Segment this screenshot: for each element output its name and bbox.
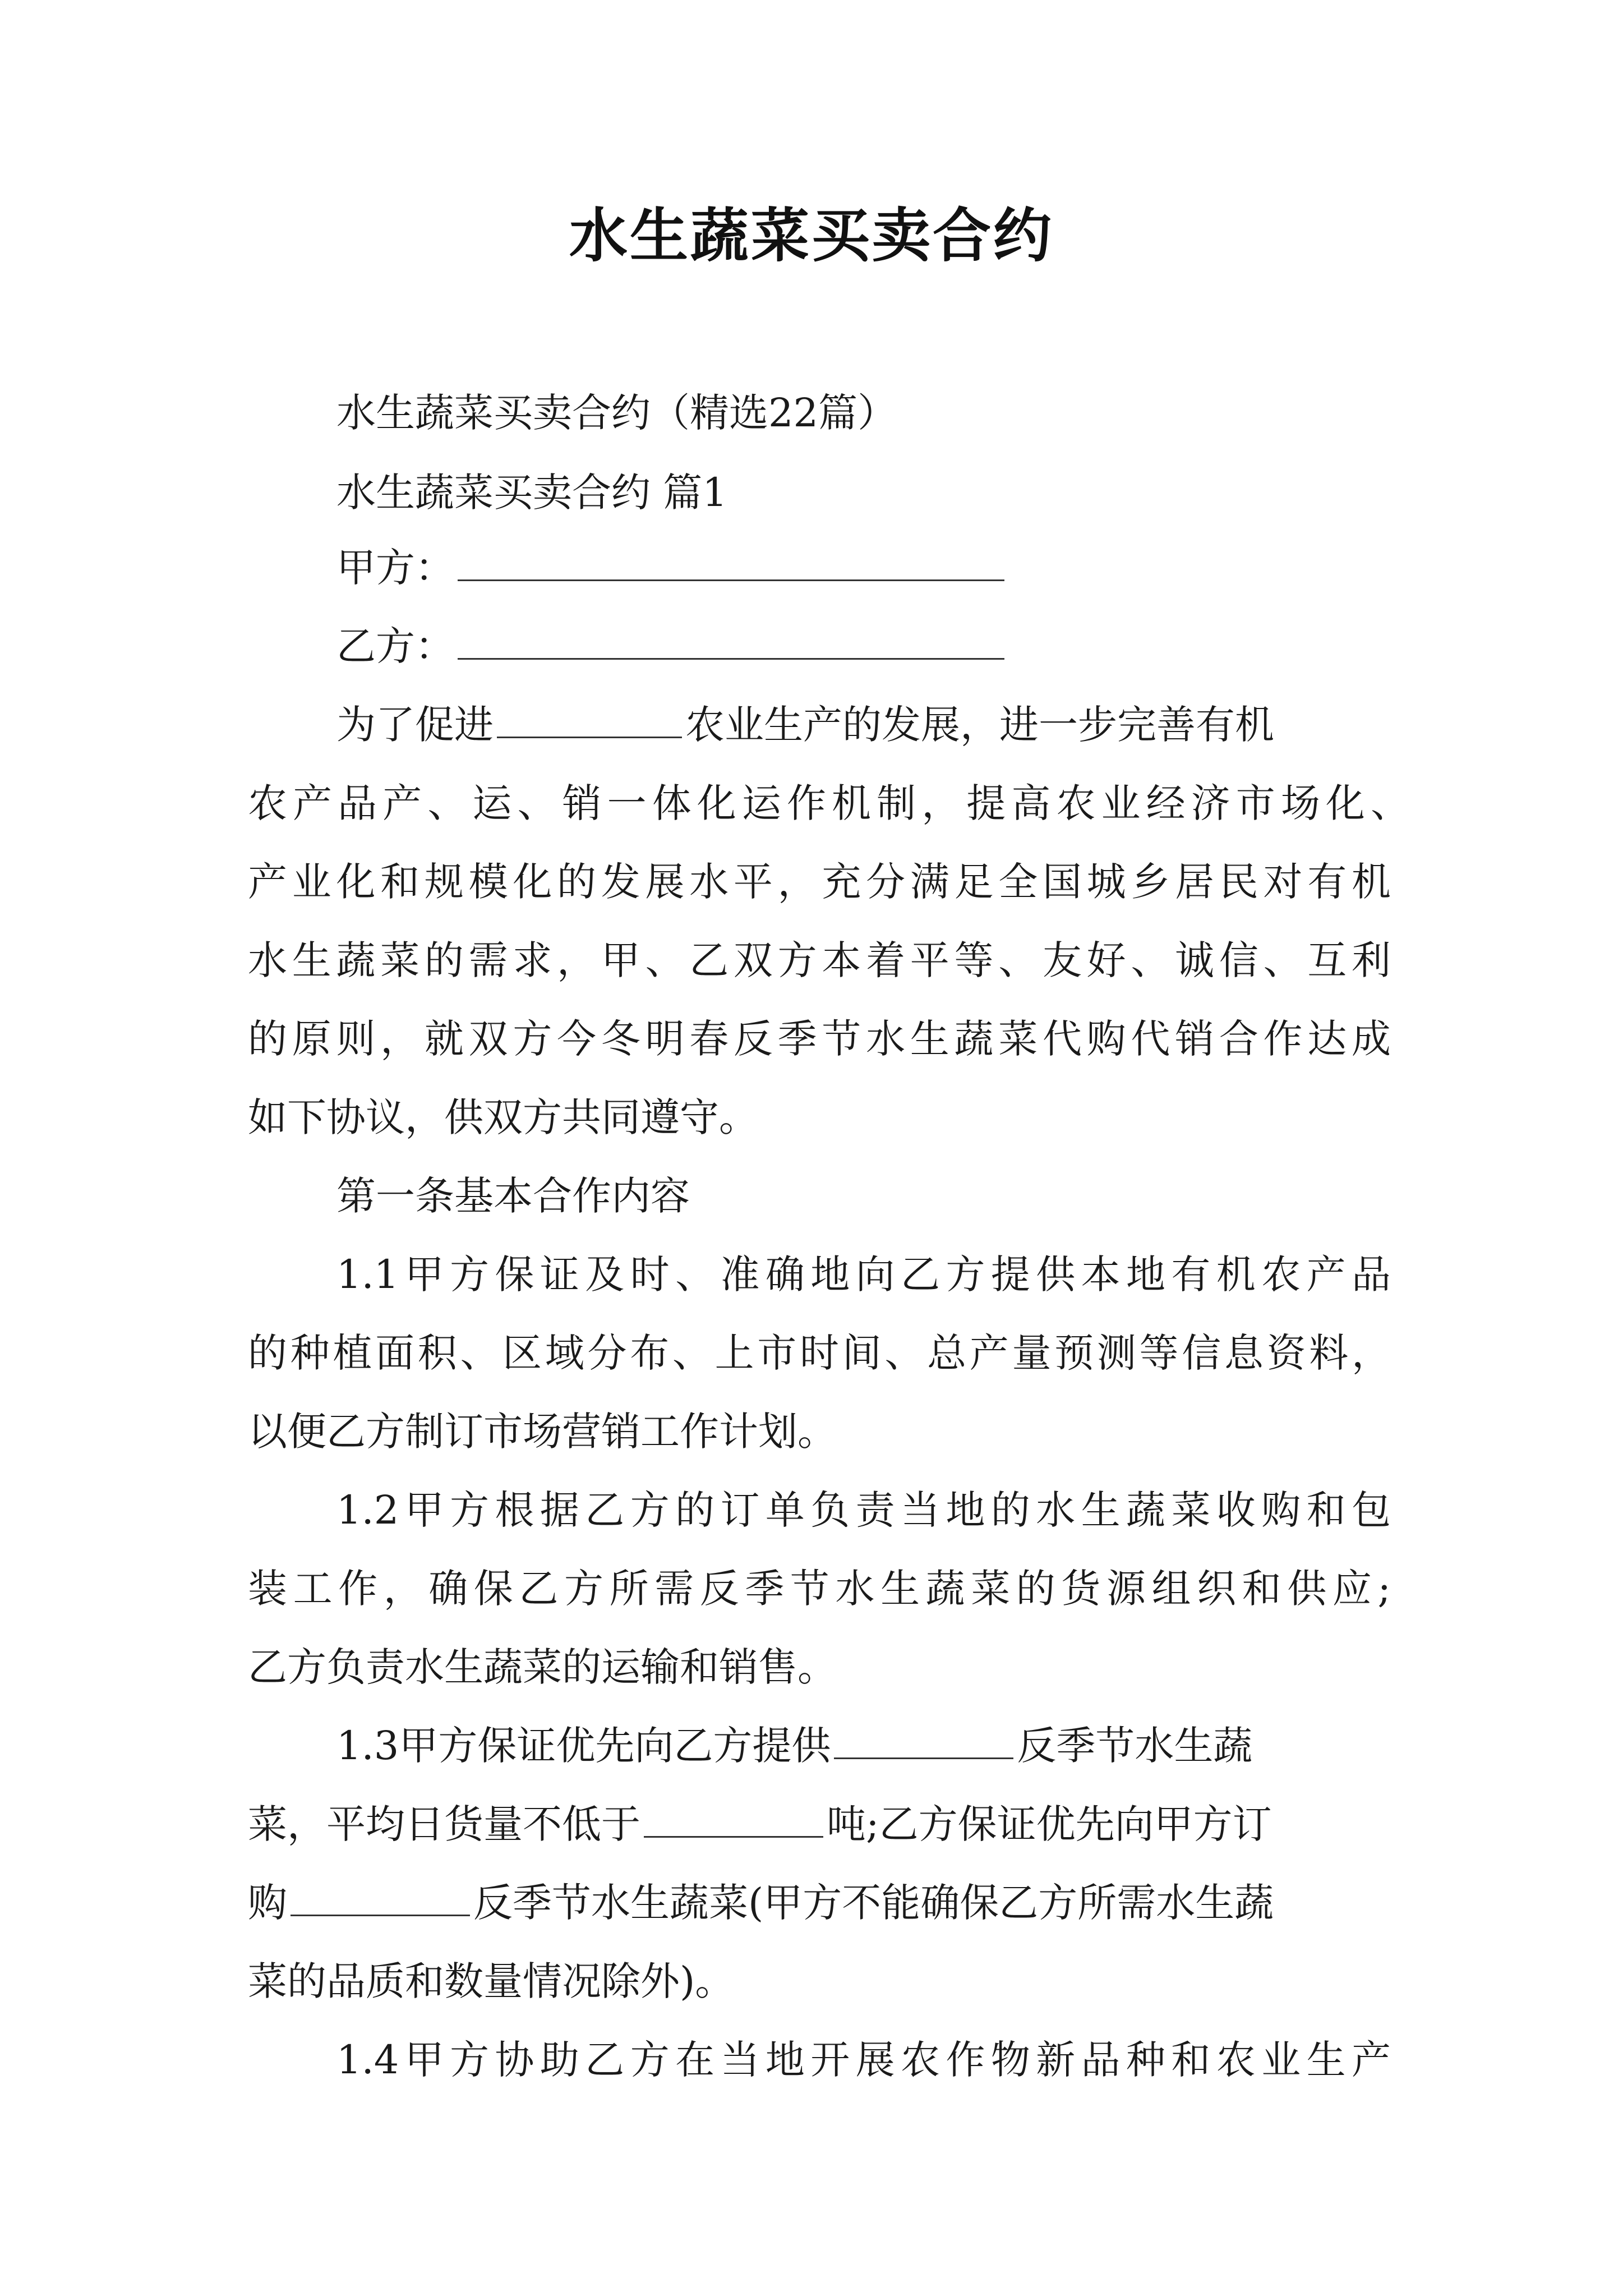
clause-text: 购 <box>248 1880 287 1926</box>
clause-text: 反季节水生蔬菜(甲方不能确保乙方所需水生蔬 <box>473 1880 1274 1926</box>
article-1-heading: 第一条基本合作内容 <box>336 1173 690 1219</box>
clause-1-2-line-2: 装工作，确保乙方所需反季节水生蔬菜的货源组织和供应; <box>248 1566 1391 1612</box>
blank-field <box>291 1880 470 1916</box>
intro-line-3: 产业化和规模化的发展水平，充分满足全国城乡居民对有机 <box>248 859 1391 905</box>
clause-1-1-line-3: 以便乙方制订市场营销工作计划。 <box>248 1409 837 1455</box>
clause-1-3-line-4: 菜的品质和数量情况除外)。 <box>248 1958 735 2004</box>
party-a-label: 甲方： <box>336 545 454 591</box>
clause-1-3-line-3 <box>248 1879 1274 1926</box>
clause-text: 反季节水生蔬 <box>1017 1723 1253 1769</box>
blank-field <box>497 702 682 738</box>
clause-1-1-line-2: 的种植面积、区域分布、上市时间、总产量预测等信息资料， <box>248 1330 1391 1376</box>
intro-line-2: 农产品产、运、销一体化运作机制，提高农业经济市场化、 <box>248 780 1410 826</box>
party-b-line <box>336 623 1008 670</box>
blank-field <box>644 1801 823 1838</box>
clause-1-2-line-3: 乙方负责水生蔬菜的运输和销售。 <box>248 1644 837 1690</box>
clause-1-3-line-2 <box>248 1801 1272 1848</box>
intro-line-6: 如下协议，供双方共同遵守。 <box>248 1094 758 1140</box>
intro-text: 农业生产的发展，进一步完善有机 <box>685 702 1274 748</box>
clause-1-2-line-1: 1.2甲方根据乙方的订单负责当地的水生蔬菜收购和包 <box>336 1487 1391 1533</box>
intro-text: 为了促进 <box>336 702 494 748</box>
clause-text: 1.3甲方保证优先向乙方提供 <box>336 1723 831 1769</box>
party-a-blank <box>458 545 1004 581</box>
intro-line-1 <box>336 701 1391 748</box>
clause-text: 吨;乙方保证优先向甲方订 <box>827 1801 1272 1847</box>
page-title: 水生蔬菜买卖合约 <box>569 201 1054 270</box>
section-heading: 水生蔬菜买卖合约 篇1 <box>336 470 727 516</box>
subtitle: 水生蔬菜买卖合约（精选22篇） <box>336 390 897 436</box>
intro-line-5: 的原则，就双方今冬明春反季节水生蔬菜代购代销合作达成 <box>248 1016 1391 1062</box>
party-b-blank <box>458 623 1004 660</box>
party-b-label: 乙方： <box>336 623 454 669</box>
blank-field <box>834 1723 1013 1759</box>
clause-1-1-line-1: 1.1甲方保证及时、准确地向乙方提供本地有机农产品 <box>336 1251 1391 1297</box>
clause-1-4-line-1: 1.4甲方协助乙方在当地开展农作物新品种和农业生产 <box>336 2037 1391 2083</box>
party-a-line <box>336 544 1008 591</box>
intro-line-4: 水生蔬菜的需求，甲、乙双方本着平等、友好、诚信、互利 <box>248 937 1391 983</box>
clause-1-3-line-1 <box>336 1722 1252 1769</box>
clause-text: 菜，平均日货量不低于 <box>248 1801 640 1847</box>
